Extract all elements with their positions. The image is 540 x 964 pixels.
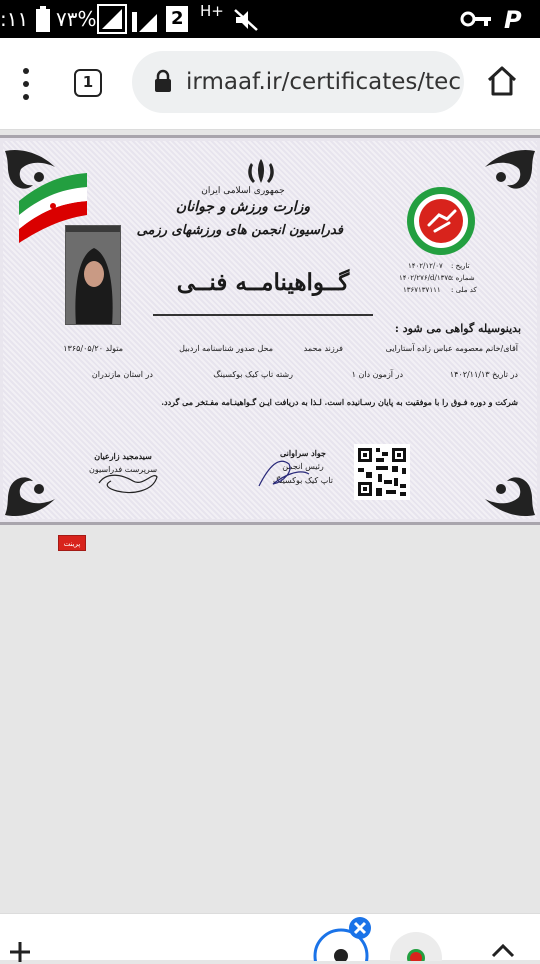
birth-date: متولد ۱۳۶۵/۰۵/۲۰ — [63, 344, 123, 353]
person-photo — [65, 225, 121, 325]
chevron-up-icon[interactable] — [490, 942, 516, 958]
corner-ornament-icon — [467, 449, 537, 519]
ministry-label: وزارت ورزش و جوانان — [175, 199, 311, 215]
mute-icon — [234, 9, 258, 31]
certificate-image — [0, 135, 540, 525]
federation-tab-icon[interactable] — [388, 924, 444, 961]
number-label: شماره : — [451, 274, 475, 282]
bottom-toolbar — [0, 913, 540, 960]
signer-right-title: سرپرست فدراسیون — [88, 465, 158, 474]
page-content — [0, 131, 540, 913]
sim-number: 2 — [171, 8, 184, 29]
url-text[interactable]: irmaaf.ir/certificates/tec — [186, 69, 461, 95]
tab-switcher-button[interactable]: 1 — [74, 69, 102, 97]
qr-code-icon — [354, 444, 410, 500]
battery-percent: ۷۳% — [56, 7, 97, 31]
birth-certificate-place: محل صدور شناسنامه اردبیل — [179, 344, 273, 353]
corner-ornament-icon — [3, 449, 73, 519]
completion-statement: شرکت و دوره فـوق را با موفقیت به پایان رسـانیده است. لـذا به دریافت ایـن گـواهینـامه مفـتخر می گردد. — [161, 397, 518, 407]
status-time: :۱۱ — [0, 7, 29, 31]
federation-logo-icon — [405, 185, 477, 257]
signer-mid-title: رئیس انجمن — [282, 462, 324, 471]
date-label: تاریخ : — [451, 262, 470, 270]
country-label: جمهوری اسلامی ایران — [201, 186, 285, 196]
signature-mid-icon — [253, 446, 313, 496]
add-icon[interactable] — [8, 940, 32, 964]
battery-icon — [36, 6, 50, 32]
signature-right-icon — [93, 461, 163, 501]
signal-strength-2-icon — [131, 6, 159, 32]
father-name: فرزند محمد — [303, 344, 343, 353]
network-type: H+ — [200, 2, 224, 20]
address-bar[interactable] — [132, 51, 464, 113]
vpn-key-icon — [460, 11, 492, 27]
browser-toolbar — [0, 38, 540, 130]
menu-icon[interactable] — [16, 66, 36, 102]
intro-text: بدینوسیله گواهی می شود : — [394, 322, 521, 335]
national-code-label: کد ملی : — [451, 286, 477, 294]
corner-ornament-icon — [467, 147, 537, 217]
discipline: رشته تاپ کیک بوکسینگ — [213, 370, 293, 379]
app-p-icon — [502, 6, 526, 32]
title-divider — [153, 314, 373, 316]
certificate-title: گــواهینامــه فنــی — [176, 269, 350, 296]
exam-rank: در آزمون دان ۱ — [351, 370, 403, 379]
signal-strength-icon — [97, 4, 127, 34]
signer-mid-subtitle: تاپ کیک بوکسینگ — [273, 476, 333, 485]
close-badge-icon[interactable] — [348, 916, 372, 940]
number-value: ۱۴۰۲/۲۷۶/d/۱۳۷۵ — [399, 274, 452, 282]
province: در استان مازندران — [91, 370, 153, 379]
national-code-value: ۱۳۶۷۱۳۷۱۱۱ — [403, 286, 441, 294]
exam-date: در تاریخ ۱۴۰۲/۱۱/۱۳ — [449, 370, 518, 379]
lock-icon — [154, 69, 172, 93]
person-name: آقای/خانم معصومه عباس زاده آستارایی — [385, 344, 518, 353]
svg-text:P: P — [504, 6, 522, 32]
print-button[interactable]: پرینت — [58, 535, 86, 551]
home-icon[interactable] — [485, 64, 519, 98]
signer-mid-name: جواد سراوانی — [280, 448, 326, 458]
portrait-image — [66, 226, 121, 325]
date-value: ۱۴۰۲/۱۲/۰۷ — [408, 262, 443, 270]
status-bar — [0, 0, 540, 38]
signer-right-name: سیدمجید زارعیان — [94, 451, 152, 461]
federation-label: فدراسیون انجمن های ورزشهای رزمی — [136, 223, 343, 238]
iran-emblem-icon — [243, 157, 279, 185]
